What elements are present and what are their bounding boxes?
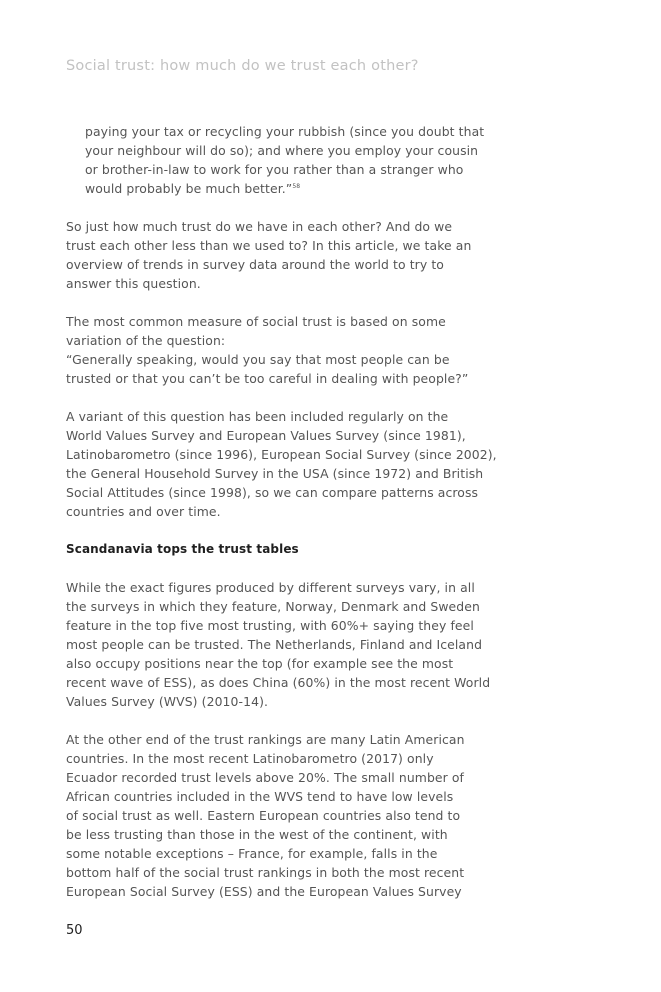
paragraph-line: also occupy positions near the top (for example see the most	[66, 656, 454, 671]
quote-line: paying your tax or recycling your rubbish (since you doubt that	[85, 124, 485, 139]
quote-line-text: would probably be much better.”	[85, 181, 293, 196]
paragraph-3	[66, 407, 506, 521]
paragraph-line: feature in the top five most trusting, with 60%+ saying they feel	[66, 618, 474, 633]
paragraph-line: some notable exceptions – France, for example, falls in the	[66, 846, 438, 861]
survey-question-line: “Generally speaking, would you say that most people can be	[66, 352, 450, 367]
paragraph-line: the surveys in which they feature, Norway, Denmark and Sweden	[66, 599, 480, 614]
paragraph-1	[66, 217, 506, 293]
paragraph-line: overview of trends in survey data around the world to try to	[66, 257, 444, 272]
paragraph-line: trust each other less than we used to? In this article, we take an	[66, 238, 472, 253]
paragraph-4	[66, 578, 506, 711]
paragraph-line: answer this question.	[66, 276, 201, 291]
quote-line-last	[85, 179, 506, 198]
section-heading: Scandanavia tops the trust tables	[66, 542, 299, 556]
paragraph-line: Values Survey (WVS) (2010-14).	[66, 694, 269, 709]
quote-line: your neighbour will do so); and where you employ your cousin	[85, 143, 479, 158]
paragraph-line: Ecuador recorded trust levels above 20%. The small number of	[66, 770, 465, 785]
paragraph-line: While the exact figures produced by different surveys vary, in all	[66, 580, 475, 595]
quote-line: or brother-in-law to work for you rather than a stranger who	[85, 162, 464, 177]
paragraph-line: the General Household Survey in the USA (since 1972) and British	[66, 466, 484, 481]
paragraph-line: Latinobarometro (since 1996), European Social Survey (since 2002),	[66, 447, 497, 462]
paragraph-2	[66, 312, 506, 388]
paragraph-line: recent wave of ESS), as does China (60%) in the most recent World	[66, 675, 491, 690]
block-quote	[66, 122, 506, 198]
paragraph-line: bottom half of the social trust rankings in both the most recent	[66, 865, 465, 880]
paragraph-line: countries. In the most recent Latinobarometro (2017) only	[66, 751, 434, 766]
page-body	[66, 122, 506, 901]
paragraph-line: of social trust as well. Eastern European countries also tend to	[66, 808, 461, 823]
paragraph-line: African countries included in the WVS tend to have low levels	[66, 789, 454, 804]
paragraph-line: At the other end of the trust rankings are many Latin American	[66, 732, 465, 747]
paragraph-line: countries and over time.	[66, 504, 221, 519]
paragraph-line: A variant of this question has been included regularly on the	[66, 409, 449, 424]
paragraph-line: most people can be trusted. The Netherlands, Finland and Iceland	[66, 637, 483, 652]
running-header: Social trust: how much do we trust each other?	[66, 58, 419, 74]
paragraph-line: World Values Survey and European Values Survey (since 1981),	[66, 428, 466, 443]
paragraph-5	[66, 730, 506, 901]
paragraph-line: Social Attitudes (since 1998), so we can compare patterns across	[66, 485, 479, 500]
paragraph-line: European Social Survey (ESS) and the European Values Survey	[66, 884, 462, 899]
paragraph-line: The most common measure of social trust is based on some	[66, 314, 446, 329]
paragraph-line: So just how much trust do we have in each other? And do we	[66, 219, 453, 234]
paragraph-line: be less trusting than those in the west of the continent, with	[66, 827, 448, 842]
footnote-marker[interactable]: 58	[292, 183, 301, 190]
paragraph-line: variation of the question:	[66, 333, 226, 348]
page-number: 50	[66, 923, 83, 938]
survey-question-line: trusted or that you can’t be too careful in dealing with people?”	[66, 371, 469, 386]
